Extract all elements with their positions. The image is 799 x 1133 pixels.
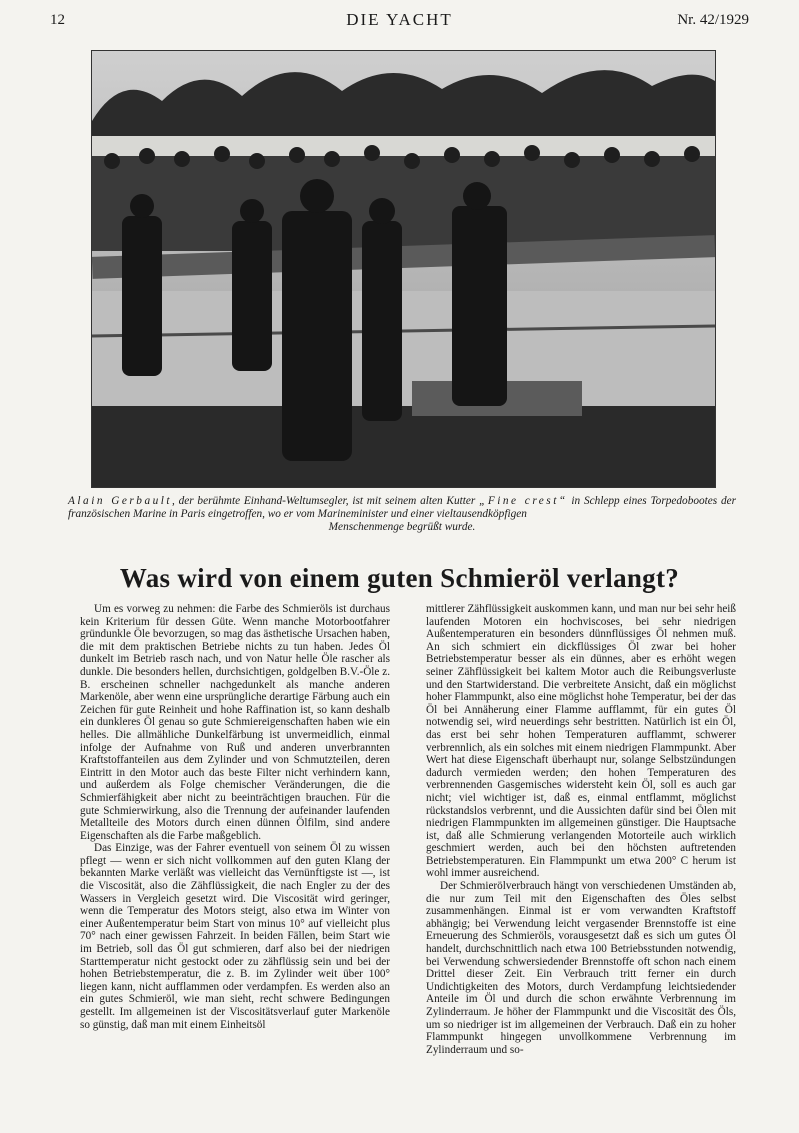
- magazine-title: DIE YACHT: [346, 10, 453, 29]
- caption-text-3: Menschenmenge begrüßt wurde.: [328, 521, 476, 533]
- issue-number: Nr. 42/1929: [677, 12, 749, 28]
- right-paragraph: Der Schmierölverbrauch hängt von verschiedenen Umständen ab, die nur zum Teil mit den Eigenschaften des Öles selbst zusammenhängen. Einmal ist er vom verwandten Kraftstoff abhängig; bei Verwendung leicht vergasender Brennstoffe ist eine Erneuerung des Schmieröls, vorausgesetzt daß es sich um gutes Öl handelt, durchschnittlich nach etwa 100 Betriebsstunden notwendig, bei Verwendung schwersiedender Brennstoffe oft schon nach einem Drittel dieser Zeit. Ein Verbrauch tritt ferner ein durch Undichtigkeiten des Motors, durch Verdampfung leichtsiedender Anteile im Öl und durch die schon erwähnte Verbrennung im Zylinderraum. Je höher der Flammpunkt und die Viscosität des Öls, um so niedriger ist im allgemeinen der Verbrauch. Daß ein zu hoher Flammpunkt hingegen unvollkommene Verbrennung im Zylinderraum und so-: [426, 880, 736, 1056]
- left-paragraph: Um es vorweg zu nehmen: die Farbe des Schmieröls ist durchaus kein Kriterium für dessen Güte. Wenn manche Motorbootfahrer gründunkle Öle bevorzugen, so mag das ästhetische Ursachen haben, die mit dem praktischen Betriebe nichts zu tun haben. Jedes Öl dunkelt im Betrieb rasch nach, und von Natur helle Öle rascher als dunkle. Die besonders hellen, durchsichtigen, goldgelben B.V.-Öle z. B. erscheinen schneller nachgedunkelt als manche anderen Markenöle, aber wenn eine ursprüngliche derartige Färbung auch ein Zeichen für gute Reinheit und hohe Raffination ist, so kann deshalb ein dunkleres Öl genau so gute Schmiereigenschaften haben wie ein helles. Die allmähliche Dunkelfärbung ist unvermeidlich, einmal infolge der Aufnahme von Ruß und anderen unverbrannten Kraftstoffanteilen aus dem Zylinder und von Schmutzteilen, deren Eintritt in den Motor auch das beste Filter nicht verhindern kann, und außerdem als Folge chemischer Veränderungen, die die Schmierfähigkeit aber nicht zu beeinträchtigen brauchen. Für die gute Schmierwirkung, also die Trennung der aufeinander laufenden Metallteile des Motors durch einen dünnen Ölfilm, sind andere Eigenschaften als die Farbe maßgeblich.: [80, 603, 390, 842]
- news-photo: [91, 50, 716, 488]
- caption-name: Alain Gerbault: [68, 495, 173, 507]
- article-column-left: [80, 603, 390, 1031]
- page-number: 12: [50, 12, 65, 28]
- photo-caption: [68, 495, 736, 534]
- caption-text-1: , der berühmte Einhand-Weltumsegler, ist mit seinem alten Kutter: [172, 495, 480, 507]
- photo-icon: [92, 51, 715, 487]
- right-paragraph: mittlerer Zähflüssigkeit auskommen kann, und man nur bei sehr heiß laufenden Motoren ein hochviscoses, bei sehr niedrigen Außentemperaturen ein besonders dünnflüssiges Öl nehmen muß. An sich schmiert ein dickflüssiges Öl zwar bei hoher Betriebstemperatur besser als ein dünnes, aber es erhöht wegen seiner Zähflüssigkeit bei kaltem Motor auch die Reibungsverluste und den Startwiderstand. Die verbreitete Ansicht, daß ein möglichst hoher Flammpunkt, also eine möglichst hohe Temperatur, bei der das Öl bei Annäherung einer Flamme aufflammt, für ein gutes Öl notwendig sei, wird neuerdings sehr bestritten. Natürlich ist ein Öl, das erst bei sehr hohen Temperaturen aufflammt, schwerer verbrennlich, als ein solches mit einem niedrigen Flammpunkt. Aber Wert hat diese Eigenschaft überhaupt nur, solange Selbstzündungen dadurch vermieden werden; den hohen Temperaturen des verbrennenden Gasgemisches widersteht kein Öl, soll es auch gar nicht; viel wichtiger ist, daß es, einmal entflammt, möglichst rückstandslos verbrennt, und die Aussichten dafür sind bei Ölen mit niedrigen Flammpunkten im allgemeinen günstiger. Die Hauptsache ist, daß alle Schmierung verlangenden Motorteile auch wirklich geschmiert werden, auch bei den höchsten auftretenden Betriebstemperaturen. Ein Flammpunkt um etwa 200° C herum ist wohl immer ausreichend.: [426, 603, 736, 880]
- left-paragraph: Das Einzige, was der Fahrer eventuell von seinem Öl zu wissen pflegt — wenn er sich nicht vollkommen auf den guten Klang der bekannten Marke verläßt was vielleicht das Vernünftigste ist —, ist die Viscosität, also die Zähflüssigkeit, die nach Engler zu der des Wassers in Vergleich gesetzt wird. Die Viscosität wird geringer, wenn die Temperatur des Motors steigt, also etwa im Winter von einer Außentemperatur beim Start von minus 10° auf vielleicht plus 70° nach einer gewissen Fahrzeit. In beiden Fällen, beim Start wie im Betrieb, soll das Öl gut schmieren, darf also bei der niedrigen Starttemperatur nicht gestockt oder zu zähflüssig sein und bei der hohen Betriebstemperatur, die z. B. im Zylinder weit über 100° liegen kann, nicht aufflammen oder verdampfen. Es werden also an ein gutes Schmieröl, wie man sieht, recht schwere Bedingungen gestellt. Im allgemeinen ist der Viscositätsverlauf guter Markenöle so günstig, daß man mit einem Einheitsöl: [80, 842, 390, 1031]
- caption-text-2: in Schlepp eines Torpedobootes der französischen Marine in Paris eingetroffen, wo er vom Marineminister und einer vieltausendköpfigen: [68, 495, 737, 520]
- caption-ship: „Fine crest“: [479, 495, 568, 507]
- article-headline: Was wird von einem guten Schmieröl verlangt?: [119, 563, 680, 593]
- article-column-right: [426, 603, 736, 1056]
